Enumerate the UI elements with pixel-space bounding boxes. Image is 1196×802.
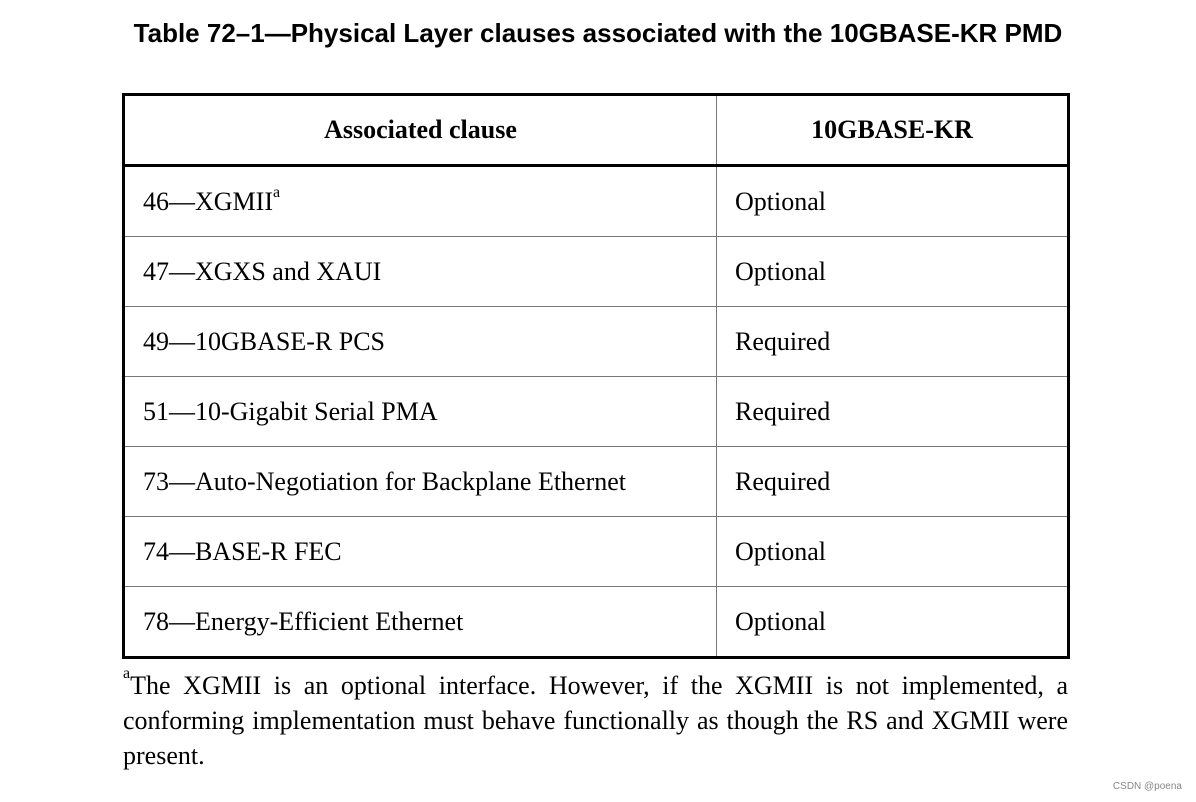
footnote-text: The XGMII is an optional interface. However, if the XGMII is not implemented, a conforming implementation must behave functionally as though the RS and XGMII were present. [123, 671, 1068, 770]
table-row [124, 237, 1069, 307]
clause-text: 51—10-Gigabit Serial PMA [143, 396, 438, 426]
requirement-cell: Optional [717, 587, 1069, 658]
clause-cell [124, 307, 717, 377]
clause-cell [124, 377, 717, 447]
requirement-cell: Required [717, 447, 1069, 517]
table-row [124, 307, 1069, 377]
requirement-cell: Required [717, 307, 1069, 377]
footnote-mark: a [123, 665, 131, 682]
table-row [124, 166, 1069, 237]
footnote-ref: a [273, 183, 281, 201]
clause-text: 74—BASE-R FEC [143, 536, 342, 566]
clauses-table [122, 93, 1070, 659]
table-row [124, 377, 1069, 447]
requirement-cell: Optional [717, 237, 1069, 307]
clause-text: 46—XGMII [143, 186, 273, 216]
requirement-cell: Required [717, 377, 1069, 447]
clause-text: 49—10GBASE-R PCS [143, 326, 385, 356]
watermark: CSDN @poena [1112, 781, 1182, 792]
clause-cell [124, 166, 717, 237]
requirement-cell: Optional [717, 166, 1069, 237]
clause-cell [124, 237, 717, 307]
requirement-cell: Optional [717, 517, 1069, 587]
clause-text: 73—Auto-Negotiation for Backplane Ethernet [143, 466, 627, 496]
footnote [123, 665, 1068, 773]
table-title: Table 72–1—Physical Layer clauses associated with the 10GBASE-KR PMD [133, 18, 1063, 48]
header-associated-clause: Associated clause [124, 95, 717, 166]
table-row [124, 447, 1069, 517]
clause-text: 47—XGXS and XAUI [143, 256, 382, 286]
clause-cell [124, 587, 717, 658]
table-row [124, 517, 1069, 587]
clause-text: 78—Energy-Efficient Ethernet [143, 606, 464, 636]
clause-cell [124, 517, 717, 587]
table-row [124, 587, 1069, 658]
clause-cell [124, 447, 717, 517]
header-10gbase-kr: 10GBASE-KR [717, 95, 1069, 166]
table-header-row [124, 95, 1069, 166]
